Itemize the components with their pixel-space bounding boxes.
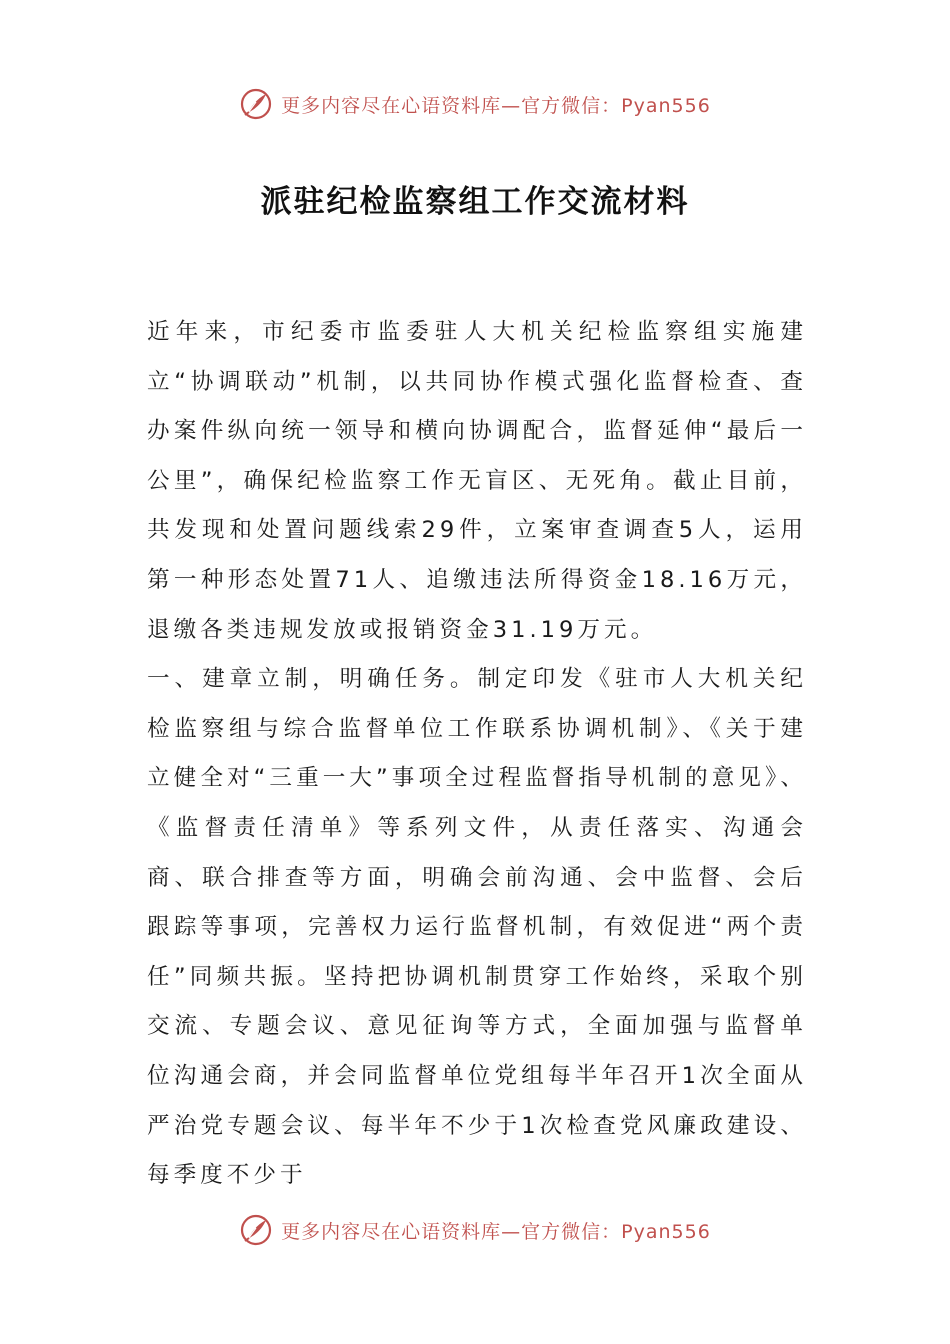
document-body (147, 308, 807, 1201)
quill-pen-icon (239, 1213, 273, 1247)
footer-watermark-text: 更多内容尽在心语资料库—官方微信：Pyan556 (281, 1220, 711, 1243)
section-one-paragraph: 一、建章立制，明确任务。制定印发《驻市人大机关纪检监察组与综合监督单位工作联系协调机制》、《关于建立健全对“三重一大”事项全过程监督指导机制的意见》、《监督责任清单》等系列文件，从责任落实、沟通会商、联合排查等方面，明确会前沟通、会中监督、会后跟踪等事项，完善权力运行监督机制，有效促进“两个责任”同频共振。坚持把协调机制贯穿工作始终，采取个别交流、专题会议、意见征询等方式，全面加强与监督单位沟通会商，并会同监督单位党组每半年召开1次全面从严治党专题会议、每半年不少于1次检查党风廉政建设、每季度不少于 (147, 666, 807, 1189)
intro-paragraph: 近年来，市纪委市监委驻人大机关纪检监察组实施建立“协调联动”机制，以共同协作模式强化监督检查、查办案件纵向统一领导和横向协调配合，监督延伸“最后一公里”，确保纪检监察工作无盲区、无死角。截止目前，共发现和处置问题线索29件，立案审查调查5人，运用第一种形态处置71人、追缴违法所得资金18.16万元，退缴各类违规发放或报销资金31.19万元。 (147, 319, 807, 643)
quill-pen-icon (239, 87, 273, 121)
document-title: 派驻纪检监察组工作交流材料 (260, 184, 690, 220)
header-watermark (0, 84, 950, 124)
footer-watermark (0, 1210, 950, 1250)
header-watermark-text: 更多内容尽在心语资料库—官方微信：Pyan556 (281, 94, 711, 117)
